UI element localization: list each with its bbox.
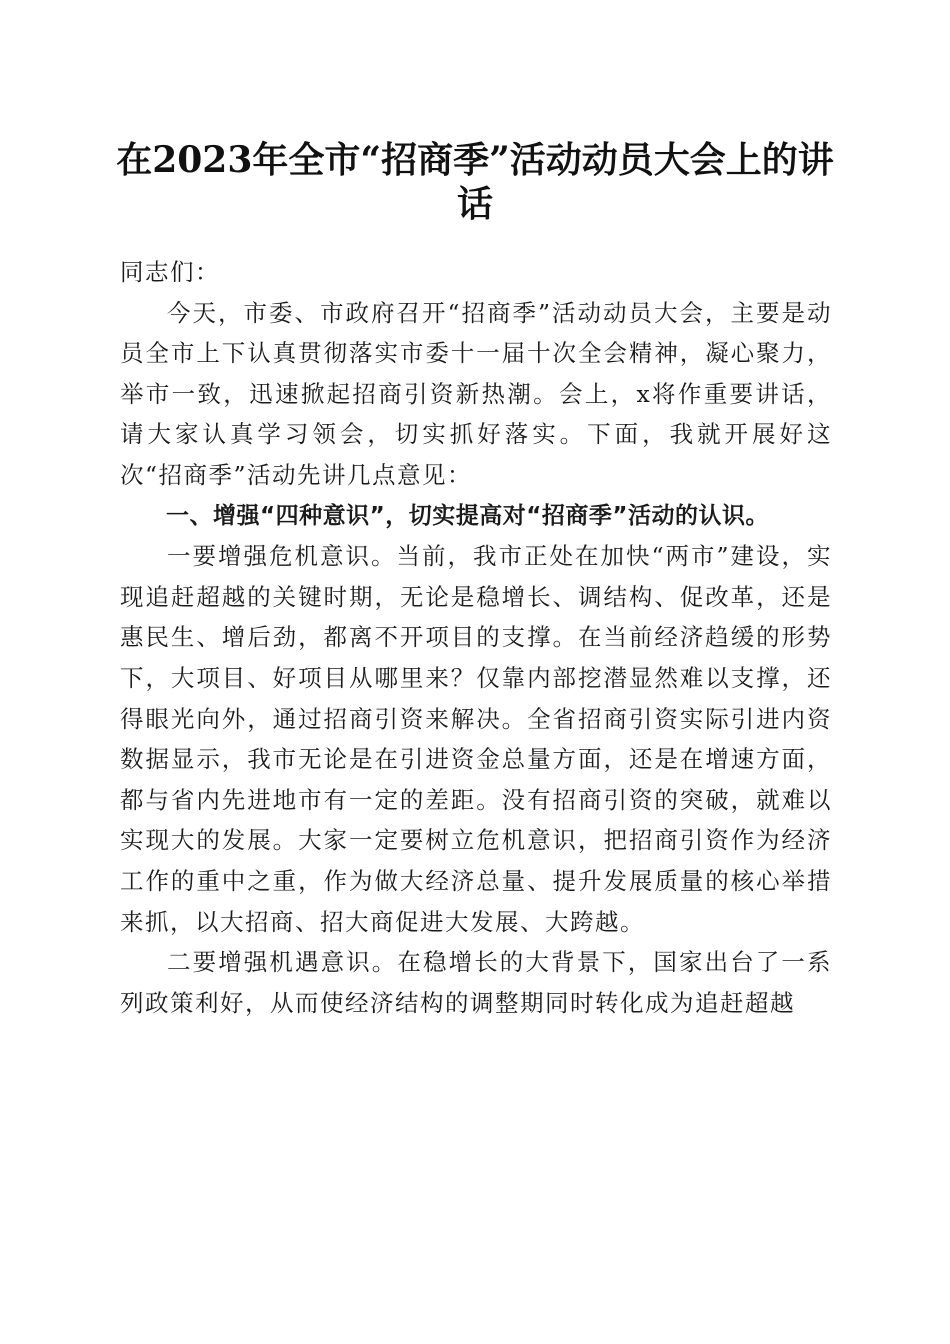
section-heading-1: 一、增强“四种意识”，切实提高对“招商季”活动的认识。 [166,502,769,529]
paragraph-opportunity-awareness: 二要增强机遇意识。在稳增长的大背景下，国家出台了一系列政策利好，从而使经济结构的调整期同时转化成为追赶超越 [120,948,832,1017]
salutation: 同志们： [120,258,220,286]
document-body [120,252,832,1023]
document-title: 在2023年全市“招商季”活动动员大会上的讲话 [116,139,834,225]
paragraph-intro: 今天，市委、市政府召开“招商季”活动动员大会，主要是动员全市上下认真贯彻落实市委十一届十次全会精神，凝心聚力，举市一致，迅速掀起招商引资新热潮。会上，x将作重要讲话，请大家认真学习领会，切实抓好落实。下面，我就开展好这次“招商季”活动先讲几点意见： [120,298,832,489]
paragraph-crisis-awareness: 一要增强危机意识。当前，我市正处在加快“两市”建设，实现追赶超越的关键时期，无论是稳增长、调结构、促改革，还是惠民生、增后劲，都离不开项目的支撑。在当前经济趋缓的形势下，大项目、好项目从哪里来？仅靠内部挖潜显然难以支撑，还得眼光向外，通过招商引资来解决。全省招商引资实际引进内资数据显示，我市无论是在引进资金总量方面，还是在增速方面，都与省内先进地市有一定的差距。没有招商引资的突破，就难以实现大的发展。大家一定要树立危机意识，把招商引资作为经济工作的重中之重，作为做大经济总量、提升发展质量的核心举措来抓，以大招商、招大商促进大发展、大跨越。 [120,542,832,936]
